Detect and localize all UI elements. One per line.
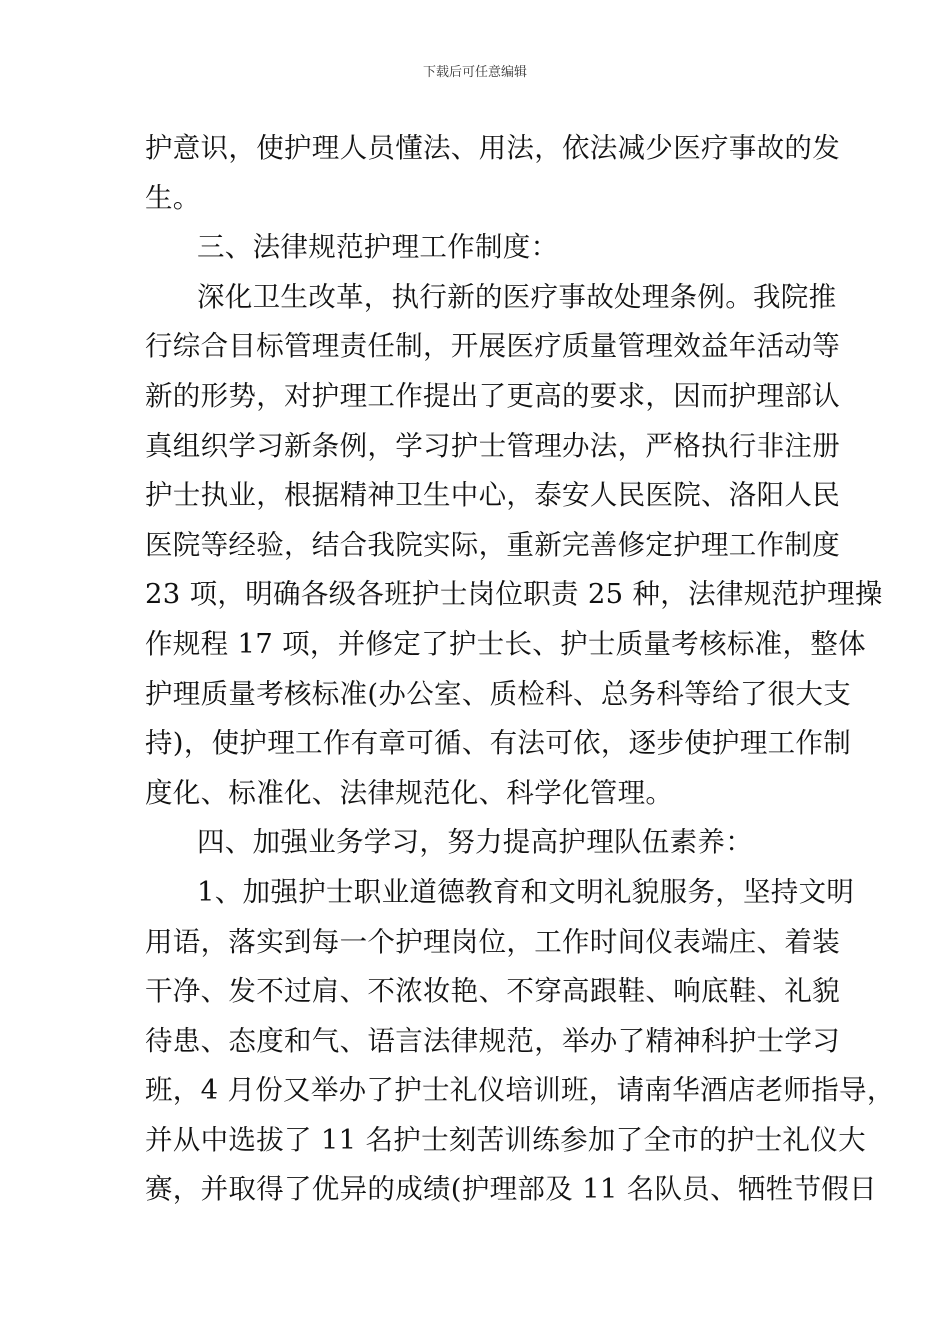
- text-line: 作规程 17 项，并修定了护士长、护士质量考核标准，整体: [145, 627, 866, 660]
- text-line: 干净、发不过肩、不浓妆艳、不穿高跟鞋、响底鞋、礼貌: [145, 975, 840, 1008]
- text-line: 护士执业，根据精神卫生中心，泰安人民医院、洛阳人民: [145, 479, 840, 512]
- text-line: 并从中选拔了 11 名护士刻苦训练参加了全市的护士礼仪大: [145, 1123, 866, 1156]
- text-line: 待患、态度和气、语言法律规范，举办了精神科护士学习: [145, 1024, 840, 1057]
- text-line: 度化、标准化、法律规范化、科学化管理。: [145, 776, 674, 809]
- page-header-note: 下载后可任意编辑: [422, 65, 527, 80]
- text-line: 护意识，使护理人员懂法、用法，依法减少医疗事故的发: [145, 132, 840, 164]
- text-line: 赛，并取得了优异的成绩(护理部及 11 名队员、牺牲节假日: [145, 1173, 877, 1206]
- text-line: 1、加强护士职业道德教育和文明礼貌服务，坚持文明: [197, 875, 855, 908]
- text-line: 深化卫生改革，执行新的医疗事故处理条例。我院推: [197, 280, 837, 313]
- text-line: 生。: [145, 181, 201, 214]
- document-body: [145, 124, 895, 1215]
- text-line: 护理质量考核标准(办公室、质检科、总务科等给了很大支: [145, 677, 852, 710]
- text-line: 用语，落实到每一个护理岗位，工作时间仪表端庄、着装: [145, 925, 840, 958]
- text-line: 23 项，明确各级各班护士岗位职责 25 种，法律规范护理操: [145, 578, 883, 611]
- text-line: 班，4 月份又举办了护士礼仪培训班，请南华酒店老师指导，: [145, 1074, 895, 1107]
- text-line: 三、法律规范护理工作制度：: [197, 231, 559, 264]
- text-line: 行综合目标管理责任制，开展医疗质量管理效益年活动等: [145, 330, 840, 363]
- text-line: 医院等经验，结合我院实际，重新完善修定护理工作制度: [145, 528, 840, 561]
- text-line: 新的形势，对护理工作提出了更高的要求，因而护理部认: [145, 379, 840, 412]
- text-line: 真组织学习新条例，学习护士管理办法，严格执行非注册: [145, 429, 840, 462]
- text-line: 四、加强业务学习，努力提高护理队伍素养：: [197, 826, 753, 859]
- text-line: 持)，使护理工作有章可循、有法可依，逐步使护理工作制: [145, 727, 852, 760]
